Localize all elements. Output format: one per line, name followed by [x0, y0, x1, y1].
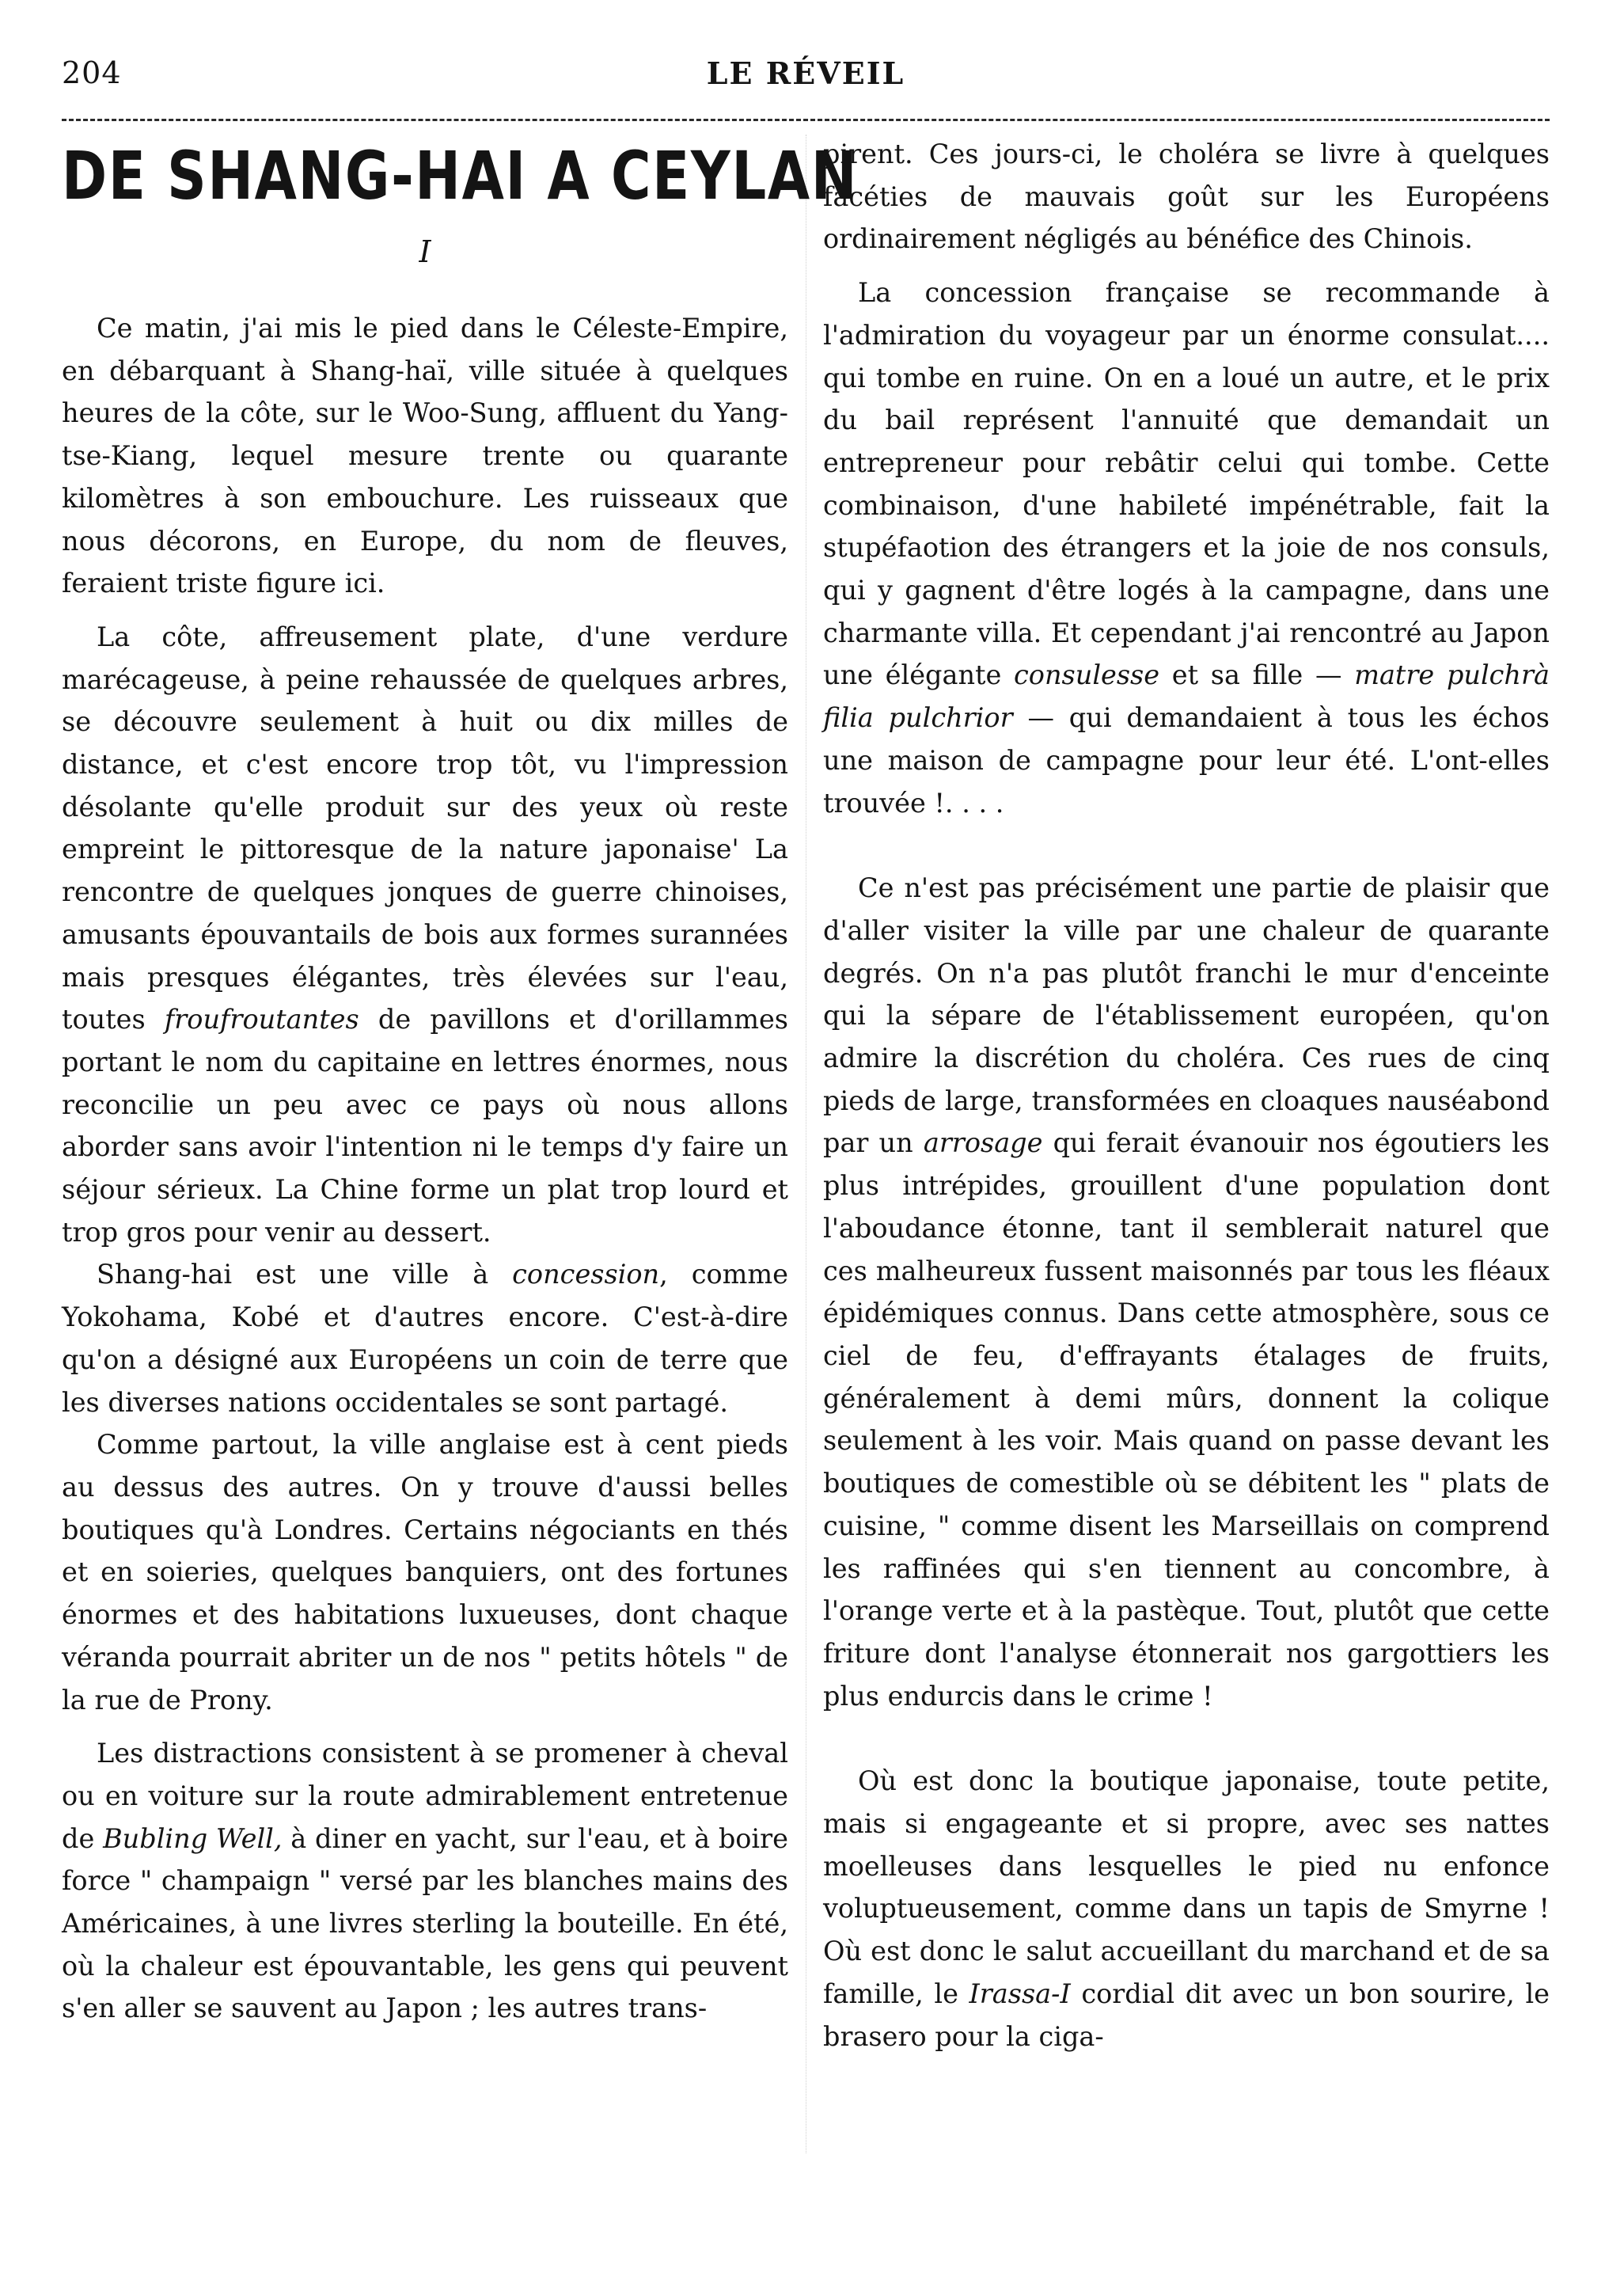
text-run: Les distractions consistent à se promener à cheval ou en voiture sur la route admirablement entretenue de — [62, 1738, 788, 1854]
text-run: , comme Yokohama, Kobé et d'autres encore. C'est-à-dire qu'on a désigné aux Européens un coin de terre que les diverses nations occidentales se sont partagé. — [62, 1259, 788, 1418]
section-number: I — [419, 234, 431, 269]
text-run: Ce n'est pas précisément une partie de plaisir que d'aller visiter la ville par une chaleur de quarante degrés. On n'a pas plutôt franchi le mur d'enceinte qui la sépare de l'établissement européen, qu'on admire la discrétion du choléra. Ces rues de cinq pieds de large, transformées en cloaques nauséabond par un — [823, 872, 1550, 1159]
paragraph: Comme partout, la ville anglaise est à cent pieds au dessus des autres. On y trouve d'aussi belles boutiques qu'à Londres. Certains négociants en thés et en soieries, quelques banquiers, ont des fortunes énormes et des habitations luxueuses, dont chaque véranda pourrait abriter un de nos " petits hôtels " de la rue de Prony. — [62, 1429, 788, 1716]
paragraph — [823, 867, 1550, 1717]
right-column — [823, 133, 1550, 2058]
left-column — [62, 128, 859, 2030]
italic-text: Irassa-I — [969, 1978, 1071, 2009]
text-run: — qui demandaient à tous les échos une maison de campagne pour leur été. L'ont-elles trouvée !. . . . — [823, 702, 1550, 819]
paragraph — [823, 272, 1550, 824]
italic-text: arrosage — [923, 1127, 1043, 1159]
italic-text: consulesse — [1014, 659, 1160, 691]
article-title: DE SHANG-HAI A CEYLAN — [62, 137, 859, 215]
text-run: Shang-hai est une ville à — [97, 1259, 513, 1290]
page-number: 204 — [62, 55, 122, 90]
paragraph — [62, 1732, 788, 2030]
text-run: de pavillons et d'orillammes portant le nom du capitaine en lettres énormes, nous reconcilie un peu avec ce pays où nous allons aborder sans avoir l'intention ni le temps d'y faire un séjour sérieux. La Chine forme un plat trop lourd et trop gros pour venir au dessert. — [62, 1004, 788, 1248]
paragraph — [823, 1760, 1550, 2058]
text-run: cordial dit avec un bon sourire, le brasero pour la ciga- — [823, 1978, 1550, 2052]
italic-text: Bubling Well, — [103, 1822, 283, 1854]
paragraph — [62, 616, 788, 1254]
paragraph: pirent. Ces jours-ci, le choléra se livre à quelques facéties de mauvais goût sur les Européens ordinairement négligés au bénéfice des Chinois. — [823, 139, 1550, 255]
running-title: LE RÉVEIL — [706, 55, 905, 91]
header-rule — [62, 119, 1550, 121]
text-run: qui ferait évanouir nos égoutiers les plus intrépides, grouillent d'une population dont l'aboudance étonne, tant il semblerait naturel que ces malheureux fussent maisonnés par tous les fléaux épidémiques connus. Dans cette atmosphère, sous ce ciel de feu, d'effrayants étalages de fruits, généralement à demi mûrs, donnent la colique seulement à les voir. Mais quand on passe devant les boutiques de comestible où se débitent les " plats de cuisine, " comme disent les Marseillais on comprend les raffinées qui s'en tiennent au concombre, à l'orange verte et à la pastèque. Tout, plutôt que cette friture dont l'analyse étonnerait nos gargottiers les plus endurcis dans le crime ! — [823, 1127, 1550, 1712]
paragraph — [62, 1253, 788, 1423]
page-header — [62, 55, 1550, 103]
paragraph: Ce matin, j'ai mis le pied dans le Céleste-Empire, en débarquant à Shang-haï, ville située à quelques heures de la côte, sur le Woo-Sung, affluent du Yang-tse-Kiang, lequel mesure trente ou quarante kilomètres à son embouchure. Les ruisseaux que nous décorons, en Europe, du nom de fleuves, feraient triste figure ici. — [62, 313, 788, 599]
text-run: La concession française se recommande à l'admiration du voyageur par un énorme consulat.... qui tombe en ruine. On en a loué un autre, et le prix du bail représent l'annuité que demandait un entrepreneur pour rebâtir celui qui tombe. Cette combinaison, d'une habileté impénétrable, fait la stupéfaotion des étrangers et la joie de nos consuls, qui y gagnent d'être logés à la campagne, dans une charmante villa. Et cependant j'ai rencontré au Japon une élégante — [823, 277, 1550, 691]
text-run: à diner en yacht, sur l'eau, et à boire force " champaign " versé par les blanches mains des Américaines, à une livres sterling la bouteille. En été, où la chaleur est épouvantable, les gens qui peuvent s'en aller se sauvent au Japon ; les autres trans- — [62, 1822, 788, 2024]
text-run: La côte, affreusement plate, d'une verdure marécageuse, à peine rehaussée de quelques arbres, se découvre seulement à huit ou dix milles de distance, et c'est encore trop tôt, vu l'impression désolante qu'elle produit sur des yeux où reste empreint le pittoresque de la nature japonaise' La rencontre de quelques jonques de guerre chinoises, amusants épouvantails de bois aux formes surannées mais presques élégantes, très élevées sur l'eau, toutes — [62, 621, 788, 1035]
italic-text: concession — [512, 1259, 660, 1290]
italic-text: froufroutantes — [164, 1004, 359, 1035]
italic-text: matre pulchrà filia pulchrior — [823, 659, 1550, 734]
text-run: Où est donc la boutique japonaise, toute petite, mais si engageante et si propre, avec ses nattes moelleuses dans lesquelles le pied nu enfonce voluptueusement, comme dans un tapis de Smyrne ! Où est donc le salut accueillant du marchand et de sa famille, le — [823, 1765, 1550, 2009]
text-run: et sa fille — — [1159, 659, 1355, 691]
